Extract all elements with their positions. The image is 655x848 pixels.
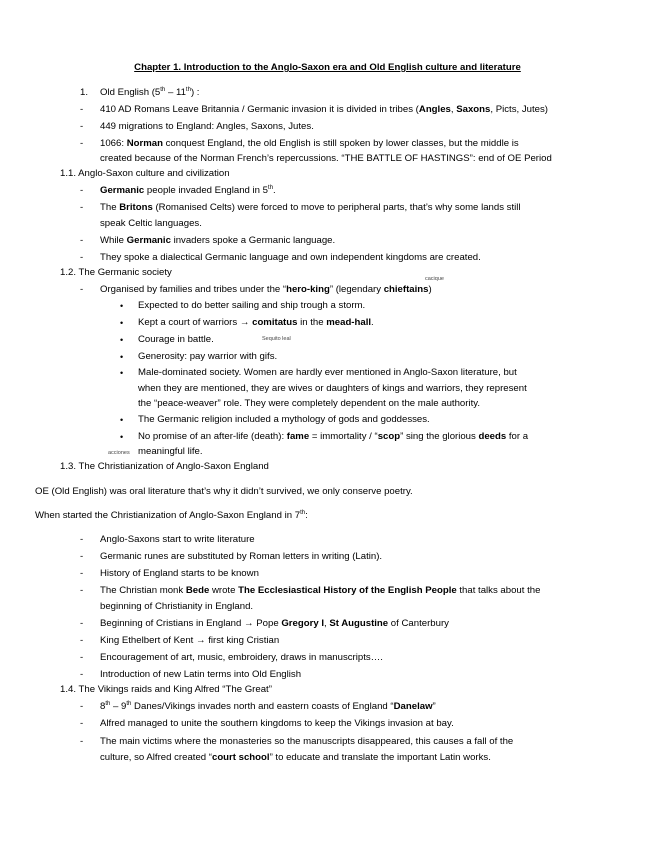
chapter-title: Chapter 1. Introduction to the Anglo-Saxon era and Old English culture and literature: [134, 62, 521, 73]
list-item: The Britons (Romanised Celts) were forced to move to peripheral parts, that’s why some lands still: [100, 202, 521, 213]
section-heading: 1.2. The Germanic society: [60, 267, 172, 278]
list-item: 410 AD Romans Leave Britannia / Germanic invasion it is divided in tribes (Angles, Saxons, Picts, Jutes): [100, 104, 548, 115]
list-item-continuation: culture, so Alfred created “court school” to educate and translate the important Latin works.: [100, 752, 491, 763]
section-1-number: 1.: [80, 87, 89, 98]
list-dash: -: [80, 185, 84, 196]
list-dash: -: [80, 534, 84, 545]
bullet: •: [120, 301, 124, 311]
bullet-item: Generosity: pay warrior with gifs.: [138, 351, 278, 362]
bullet-item-continuation: when they are mentioned, they are wives or daughters of kings and warriors, they represent: [138, 383, 527, 394]
list-dash: -: [80, 669, 84, 680]
list-dash: -: [80, 736, 84, 747]
list-dash: -: [80, 568, 84, 579]
list-item: Introduction of new Latin terms into Old English: [100, 669, 302, 680]
section-1-heading: Old English (5th – 11th) :: [100, 87, 200, 98]
list-item: Beginning of Cristians in England → Pope Gregory I, St Augustine of Canterbury: [100, 618, 449, 629]
list-item: Organised by families and tribes under the “hero-king” (legendary chieftains): [100, 284, 432, 295]
bullet-item: Male-dominated society. Women are hardly ever mentioned in Anglo-Saxon literature, but: [138, 367, 517, 378]
bullet: •: [120, 368, 124, 378]
list-dash: -: [80, 202, 84, 213]
bullet: •: [120, 415, 124, 425]
list-dash: -: [80, 718, 84, 729]
bullet: •: [120, 318, 124, 328]
margin-note-sequito: Sequito leal: [262, 336, 291, 342]
margin-note-cacique: cacique: [425, 276, 444, 282]
list-dash: -: [80, 585, 84, 596]
list-item: Germanic runes are substituted by Roman letters in writing (Latin).: [100, 551, 383, 562]
list-item-continuation: speak Celtic languages.: [100, 218, 202, 229]
list-item: Germanic people invaded England in 5th.: [100, 185, 276, 196]
bullet: •: [120, 352, 124, 362]
section-heading: 1.1. Anglo-Saxon culture and civilization: [60, 168, 230, 179]
list-dash: -: [80, 618, 84, 629]
bullet: •: [120, 432, 124, 442]
bullet-item: Courage in battle.: [138, 334, 214, 345]
list-dash: -: [80, 235, 84, 246]
list-item: Alfred managed to unite the southern kingdoms to keep the Vikings invasion at bay.: [100, 718, 454, 729]
list-dash: -: [80, 121, 84, 132]
list-dash: -: [80, 284, 84, 295]
bullet-item-continuation: the “peace-weaver” role. They were completely dependent on the male authority.: [138, 398, 481, 409]
list-item: They spoke a dialectical Germanic language and own independent kingdoms are created.: [100, 252, 481, 263]
list-item: 1066: Norman conquest England, the old English is still spoken by lower classes, but the middle is: [100, 138, 519, 149]
paragraph: When started the Christianization of Anglo-Saxon England in 7th:: [35, 510, 308, 521]
list-item: King Ethelbert of Kent → first king Cristian: [100, 635, 280, 646]
bullet: •: [120, 335, 124, 345]
list-dash: -: [80, 252, 84, 263]
list-item: The Christian monk Bede wrote The Ecclesiastical History of the English People that talks about the: [100, 585, 541, 596]
section-heading: 1.4. The Vikings raids and King Alfred “The Great”: [60, 684, 272, 695]
list-item: History of England starts to be known: [100, 568, 259, 579]
list-item: Encouragement of art, music, embroidery, draws in manuscripts….: [100, 652, 383, 663]
margin-note-acciones: acciones: [108, 450, 130, 456]
list-item: While Germanic invaders spoke a Germanic language.: [100, 235, 336, 246]
list-dash: -: [80, 104, 84, 115]
list-dash: -: [80, 652, 84, 663]
list-item: Anglo-Saxons start to write literature: [100, 534, 255, 545]
bullet-item: Expected to do better sailing and ship trough a storm.: [138, 300, 366, 311]
list-dash: -: [80, 701, 84, 712]
list-dash: -: [80, 635, 84, 646]
list-item-continuation: created because of the Norman French’s repercussions. “THE BATTLE OF HASTINGS”: end of OE Period: [100, 153, 552, 164]
list-item: 8th – 9th Danes/Vikings invades north and eastern coasts of England “Danelaw”: [100, 701, 436, 712]
list-item: The main victims where the monasteries so the manuscripts disappeared, this causes a fall of the: [100, 736, 514, 747]
list-item-continuation: beginning of Christianity in England.: [100, 601, 254, 612]
bullet-item: The Germanic religion included a mythology of gods and goddesses.: [138, 414, 430, 425]
list-dash: -: [80, 138, 84, 149]
section-heading: 1.3. The Christianization of Anglo-Saxon England: [60, 461, 269, 472]
list-item: 449 migrations to England: Angles, Saxons, Jutes.: [100, 121, 314, 132]
paragraph: OE (Old English) was oral literature that’s why it didn’t survived, we only conserve poetry.: [35, 486, 413, 497]
bullet-item: Kept a court of warriors → comitatus in the mead-hall.: [138, 317, 374, 328]
list-dash: -: [80, 551, 84, 562]
bullet-item: No promise of an after-life (death): fame = immortality / “scop” sing the glorious deeds for a: [138, 431, 529, 442]
bullet-item-continuation: meaningful life.: [138, 446, 203, 457]
